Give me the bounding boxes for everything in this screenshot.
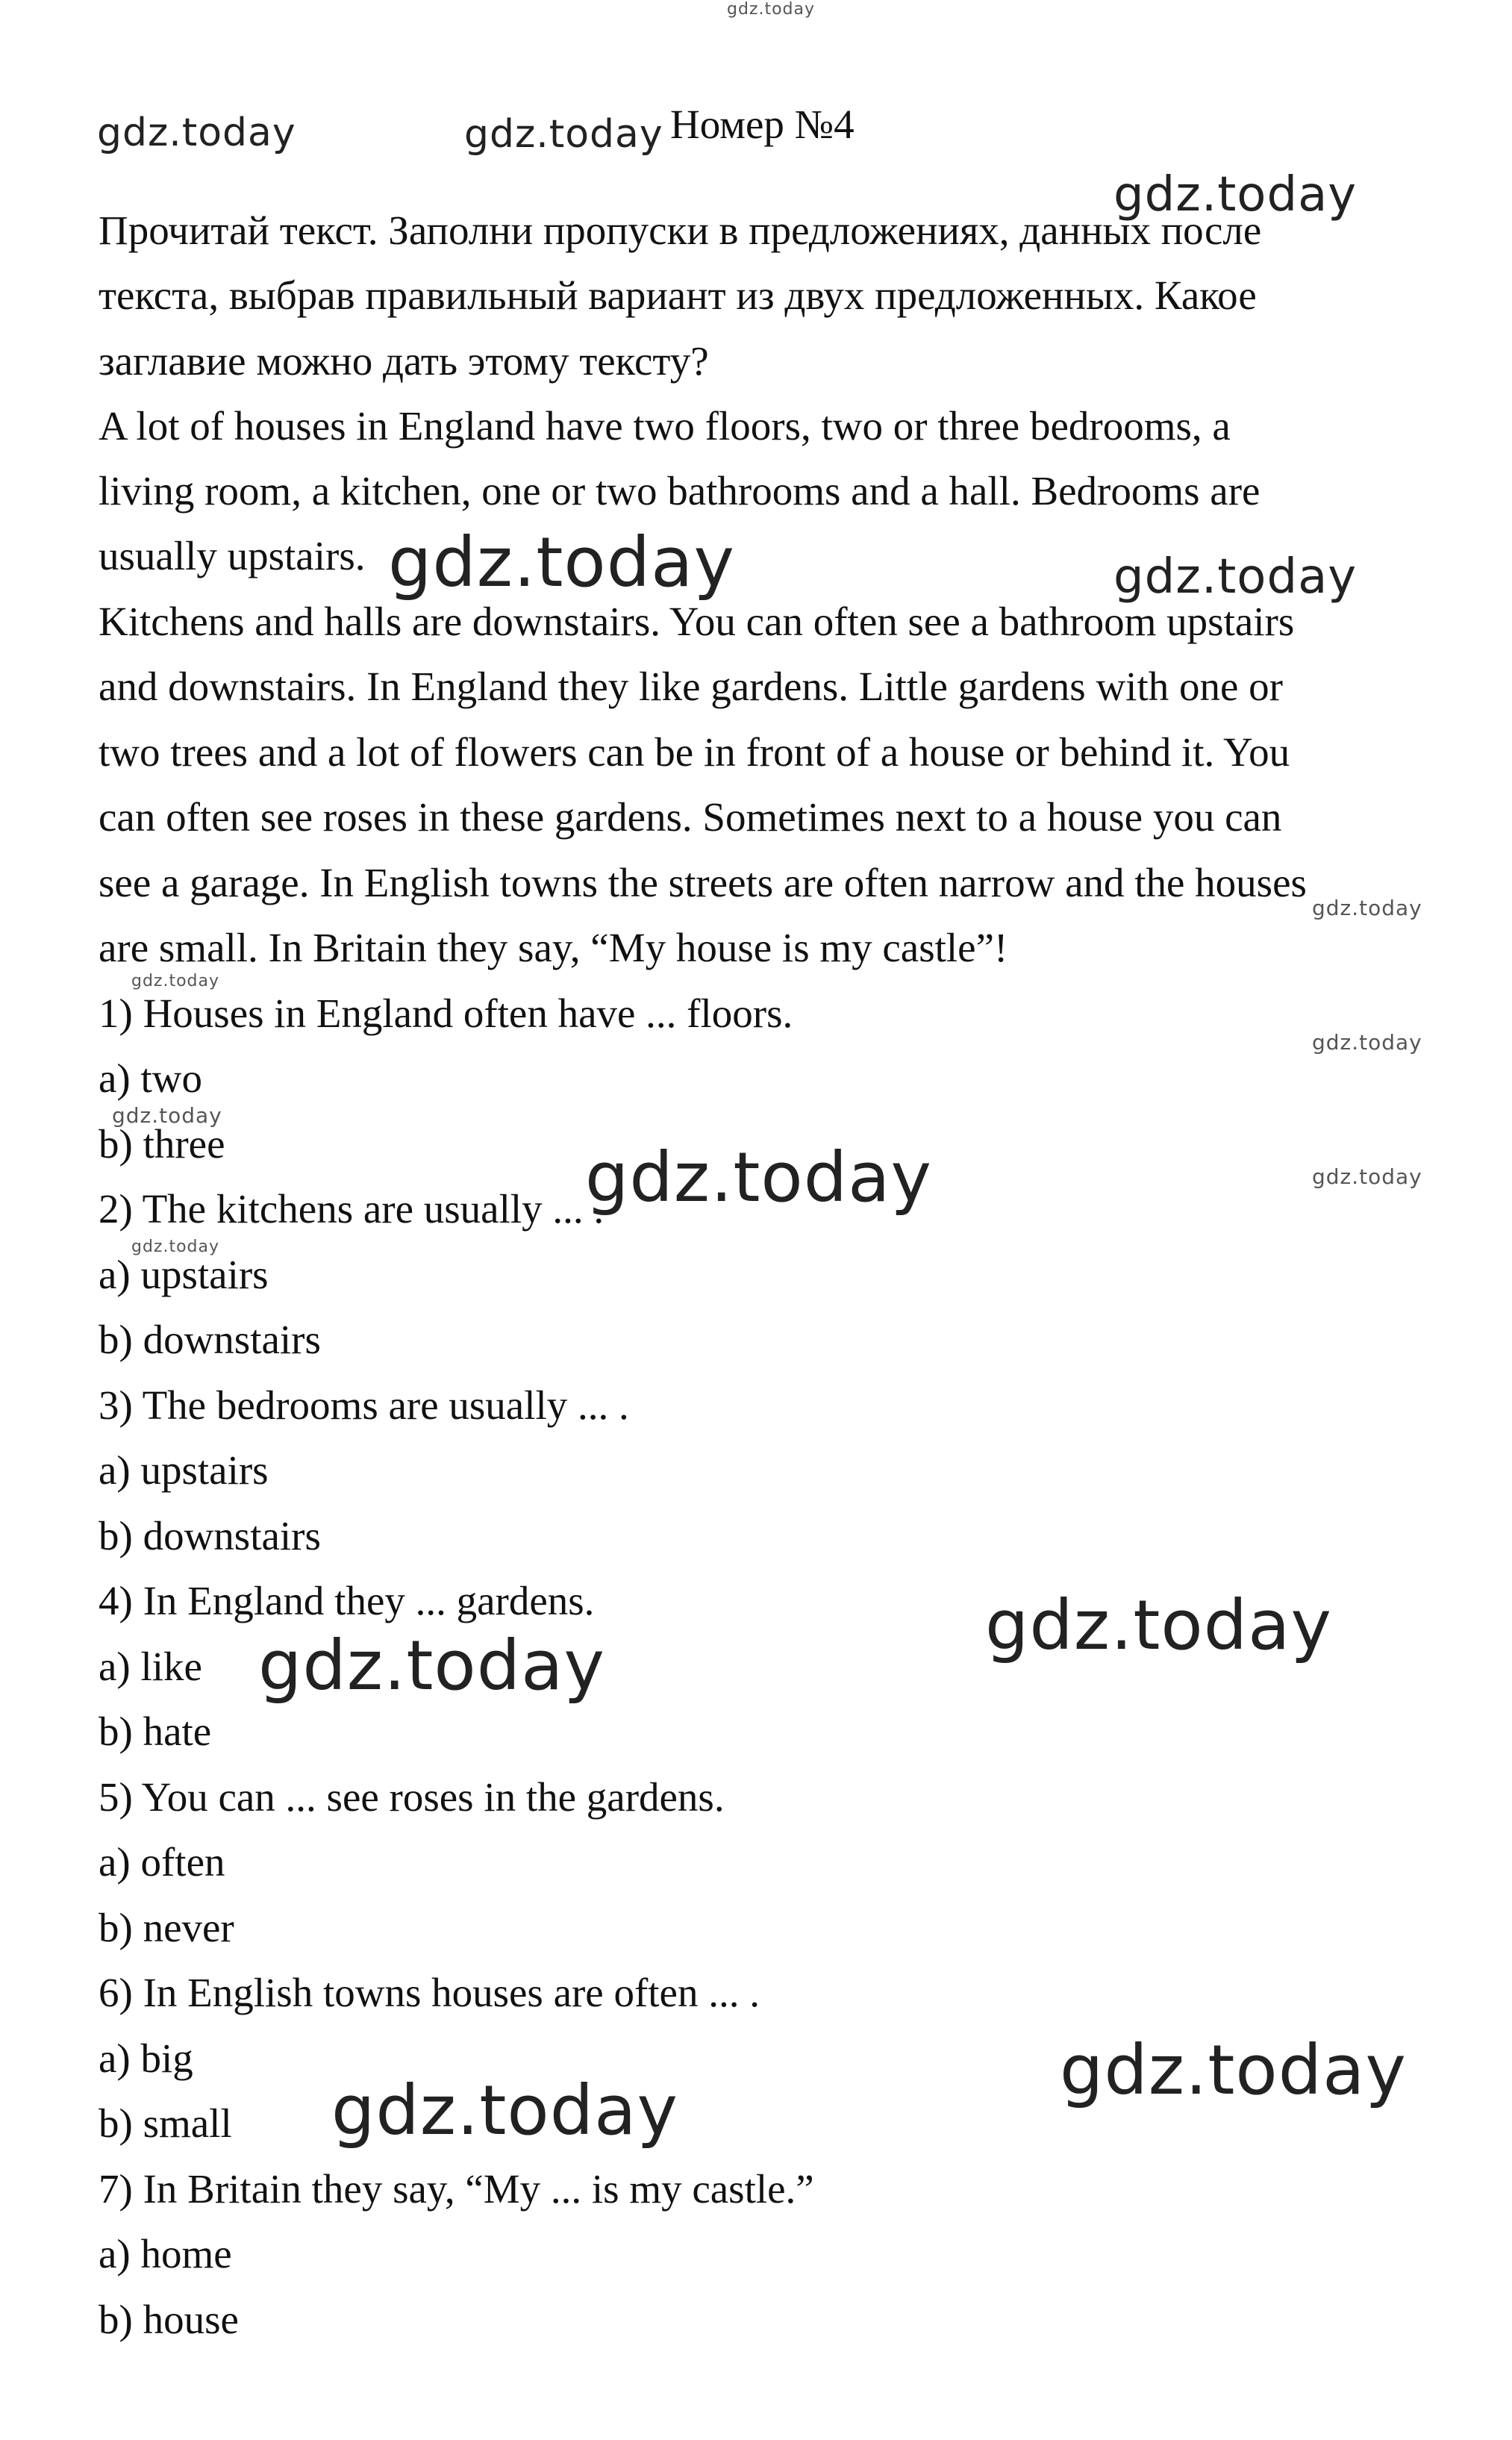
answer-option-a: a) upstairs xyxy=(99,1252,269,1297)
answer-option-a: a) big xyxy=(99,2035,193,2081)
answer-option-a: a) two xyxy=(99,1055,202,1101)
watermark: gdz.today xyxy=(131,1238,220,1256)
page-title: Номер №4 xyxy=(670,102,855,147)
text-line: are small. In Britain they say, “My house is my castle”! xyxy=(99,925,1008,970)
watermark: gdz.today xyxy=(97,110,296,155)
question-prompt: 3) The bedrooms are usually ... . xyxy=(99,1382,629,1428)
question-prompt: 6) In English towns houses are often ... . xyxy=(99,1970,760,2015)
answer-option-b: b) hate xyxy=(99,1709,212,1754)
question-prompt: 2) The kitchens are usually ... . xyxy=(99,1186,605,1232)
watermark: gdz.today xyxy=(985,1585,1332,1665)
answer-option-b: b) never xyxy=(99,1905,234,1950)
instruction-line: текста, выбрав правильный вариант из двух предложенных. Какое xyxy=(99,272,1257,318)
answer-option-b: b) house xyxy=(99,2297,239,2342)
watermark: gdz.today xyxy=(1312,1030,1422,1055)
watermark: gdz.today xyxy=(464,112,663,157)
answer-option-a: a) often xyxy=(99,1839,225,1885)
answer-option-b: b) three xyxy=(99,1121,225,1167)
watermark: gdz.today xyxy=(1060,2030,1407,2110)
text-line: and downstairs. In England they like gardens. Little gardens with one or xyxy=(99,664,1283,709)
watermark: gdz.today xyxy=(258,1626,605,1706)
answer-option-a: a) upstairs xyxy=(99,1447,269,1493)
answer-option-b: b) small xyxy=(99,2100,232,2146)
watermark: gdz.today xyxy=(388,522,735,602)
text-line: can often see roses in these gardens. Sometimes next to a house you can xyxy=(99,794,1282,840)
watermark: gdz.today xyxy=(585,1138,932,1217)
instruction-line: Прочитай текст. Заполни пропуски в предложениях, данных после xyxy=(99,208,1262,253)
watermark: gdz.today xyxy=(131,972,220,990)
answer-option-a: a) home xyxy=(99,2231,232,2277)
instruction-line: заглавие можно дать этому тексту? xyxy=(99,338,709,384)
text-line: Kitchens and halls are downstairs. You can often see a bathroom upstairs xyxy=(99,599,1295,644)
answer-option-a: a) like xyxy=(99,1644,202,1689)
watermark: gdz.today xyxy=(112,1103,222,1128)
watermark: gdz.today xyxy=(1113,167,1358,222)
question-prompt: 1) Houses in England often have ... floors. xyxy=(99,990,793,1036)
watermark: gdz.today xyxy=(1312,896,1422,920)
question-prompt: 5) You can ... see roses in the gardens. xyxy=(99,1774,725,1820)
text-line: usually upstairs. xyxy=(99,533,366,578)
watermark: gdz.today xyxy=(1312,1164,1422,1189)
answer-option-b: b) downstairs xyxy=(99,1317,321,1362)
watermark: gdz.today xyxy=(1113,549,1358,605)
text-line: two trees and a lot of flowers can be in front of a house or behind it. You xyxy=(99,729,1290,775)
question-prompt: 7) In Britain they say, “My ... is my castle.” xyxy=(99,2166,814,2212)
answer-option-b: b) downstairs xyxy=(99,1513,321,1558)
watermark: gdz.today xyxy=(331,2071,678,2150)
text-line: see a garage. In English towns the streets are often narrow and the houses xyxy=(99,860,1307,905)
question-prompt: 4) In England they ... gardens. xyxy=(99,1578,595,1623)
text-line: living room, a kitchen, one or two bathrooms and a hall. Bedrooms are xyxy=(99,468,1260,514)
watermark: gdz.today xyxy=(727,0,816,19)
text-line: A lot of houses in England have two floors, two or three bedrooms, a xyxy=(99,403,1231,449)
